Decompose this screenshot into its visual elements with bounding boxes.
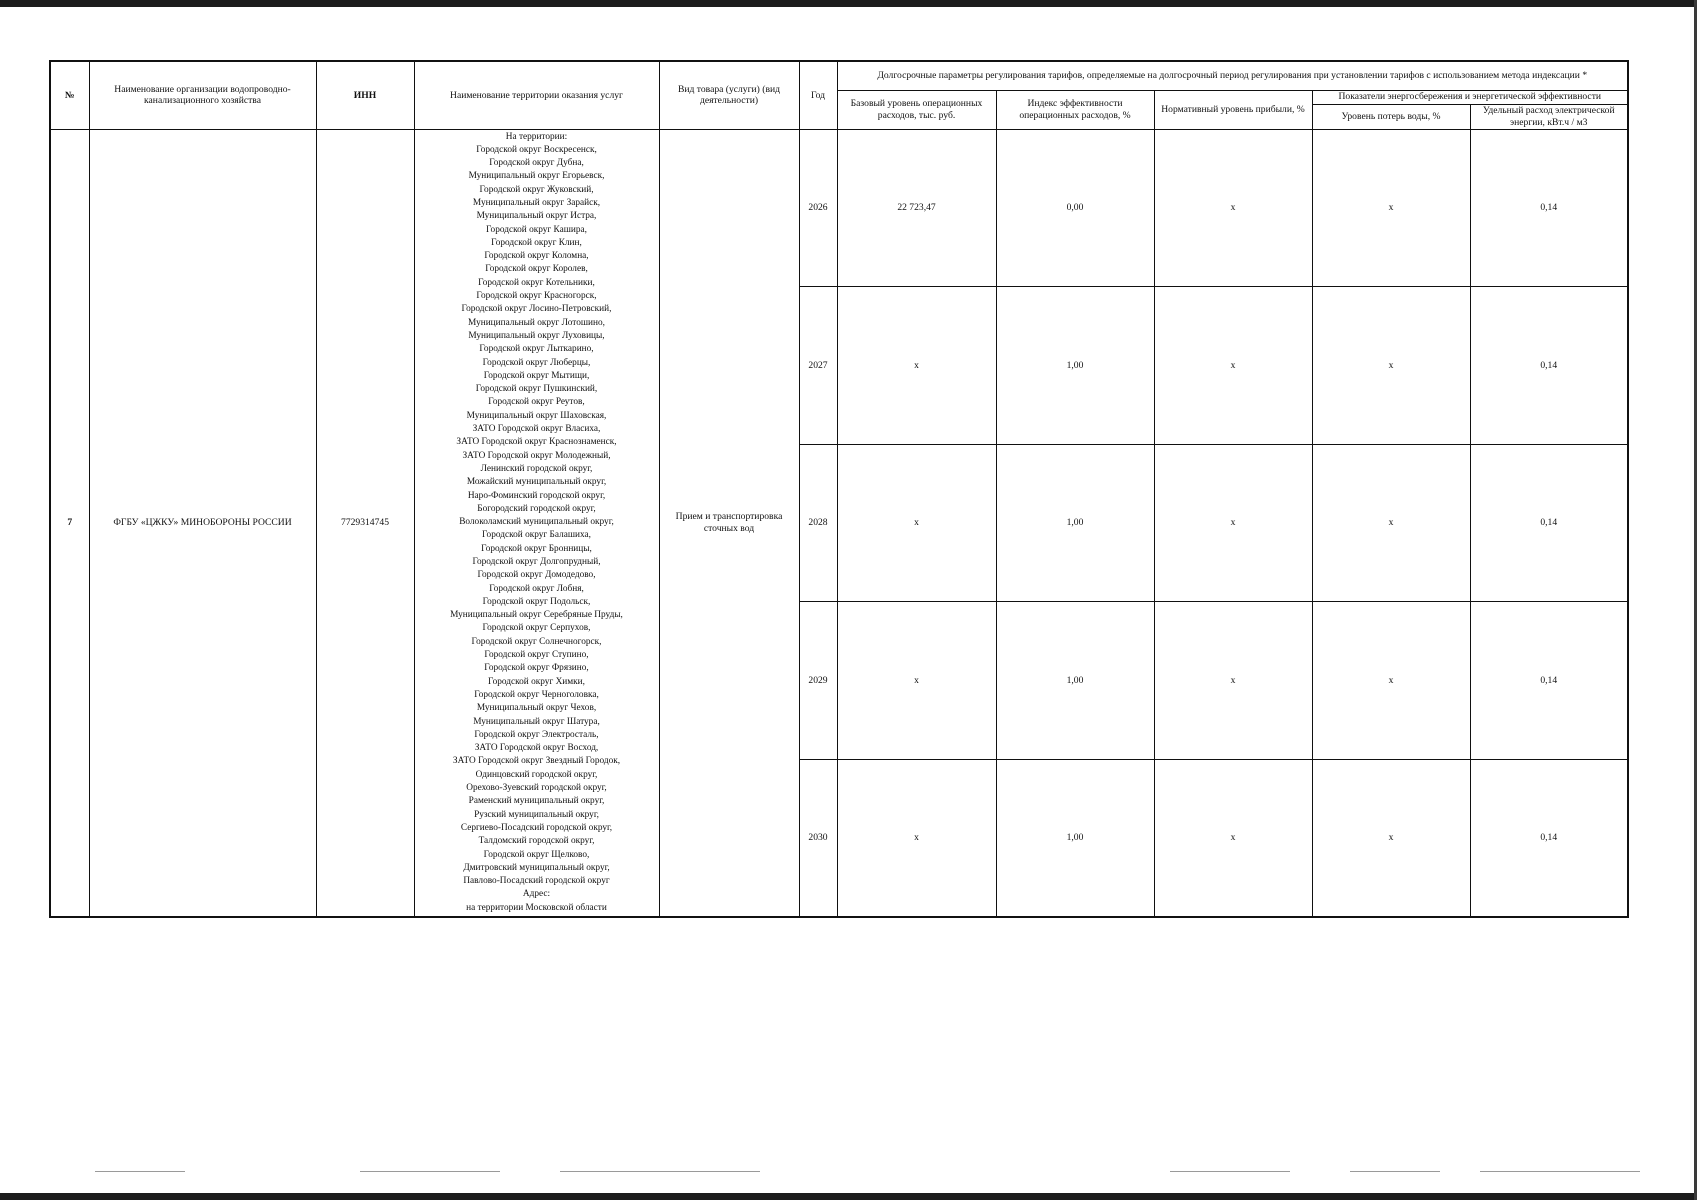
header-num: № [50,61,89,129]
territory-line: Наро-Фоминский городской округ, [467,490,606,501]
water-loss-cell: x [1312,444,1470,602]
territory-line: Муниципальный округ Луховицы, [468,330,605,341]
territory-line: Городской округ Щелково, [483,849,590,860]
territory-line: Городской округ Солнечногорск, [471,636,602,647]
territory-line: Городской округ Домодедово, [477,570,596,581]
territory-line: Городской округ Подольск, [482,596,591,607]
header-long-term-params: Долгосрочные параметры регулирования тарифов, определяемые на долгосрочный период регулирования при установлении тарифов с использованием метода индексации * [837,61,1628,90]
base-opex-cell: x [837,287,996,445]
territory-line: Городской округ Люберцы, [482,357,591,368]
normative-profit-cell: x [1154,129,1312,287]
scan-artifact-line [560,1171,760,1172]
territory-line: ЗАТО Городской округ Краснознаменск, [456,437,617,448]
territory-line: Ленинский городской округ, [480,463,593,474]
specific-energy-cell: 0,14 [1470,602,1628,760]
row-territory [414,129,659,917]
scan-border-bottom [0,1193,1697,1200]
territory-line: на территории Московской области [466,902,607,913]
territory-line: Муниципальный округ Чехов, [476,703,597,714]
territory-line: Муниципальный округ Лотошино, [468,317,605,328]
base-opex-cell: 22 723,47 [837,129,996,287]
table-row [50,129,1628,287]
territory-line: ЗАТО Городской округ Звездный Городок, [452,756,621,767]
territory-line: Муниципальный округ Серебряные Пруды, [450,610,623,621]
specific-energy-cell: 0,14 [1470,287,1628,445]
scan-artifact-line [1170,1171,1290,1172]
water-loss-cell: x [1312,287,1470,445]
territory-line: Муниципальный округ Истра, [476,211,597,222]
territory-line: Муниципальный округ Шаховская, [466,410,607,421]
territory-line: Городской округ Электросталь, [474,729,599,740]
header-water-loss: Уровень потерь воды, % [1312,104,1470,129]
territory-line: На территории: [505,131,568,142]
territory-line: Городской округ Красногорск, [476,291,597,302]
territory-line: ЗАТО Городской округ Восход, [474,743,599,754]
header-efficiency-index: Индекс эффективности операционных расходов, % [996,90,1154,129]
row-org-name: ФГБУ «ЦЖКУ» МИНОБОРОНЫ РОССИИ [89,129,316,917]
territory-line: Городской округ Дубна, [489,158,584,169]
territory-line: Городской округ Ступино, [484,650,589,661]
territory-line: Городской округ Долгопрудный, [472,557,601,567]
territory-line: Раменский муниципальный округ, [468,796,605,807]
normative-profit-cell: x [1154,287,1312,445]
territory-line: Городской округ Котельники, [478,277,595,288]
territory-line: Одинцовский городской округ, [475,769,598,780]
specific-energy-cell: 0,14 [1470,129,1628,287]
territory-line: Городской округ Воскресенск, [476,144,597,155]
territory-line: Городской округ Фрязино, [484,663,589,674]
territory-line: Можайский муниципальный округ, [466,477,607,488]
territory-line: Городской округ Балашиха, [482,530,591,541]
efficiency-index-cell: 0,00 [996,129,1154,287]
territory-line: Муниципальный округ Шатура, [473,716,600,727]
efficiency-index-cell: 1,00 [996,759,1154,917]
header-row-1 [50,61,1628,90]
territory-line: Городской округ Черноголовка, [474,689,599,700]
territory-list [418,130,656,916]
territory-line: Городской округ Лобня, [489,583,584,594]
territory-line: Городской округ Реутов, [488,397,585,408]
efficiency-index-cell: 1,00 [996,287,1154,445]
year-cell: 2028 [799,444,837,602]
year-cell: 2030 [799,759,837,917]
row-service-type: Прием и транспортировка сточных вод [659,129,799,917]
header-org-name: Наименование организации водопроводно-канализационного хозяйства [89,61,316,129]
territory-line: Сергиево-Посадский городской округ, [460,822,613,833]
row-inn: 7729314745 [316,129,414,917]
territory-line: Городской округ Мытищи, [483,370,590,381]
year-cell: 2029 [799,602,837,760]
territory-line: Талдомский городской округ, [478,836,595,847]
territory-line: ЗАТО Городской округ Власиха, [472,424,601,435]
scan-artifact-line [360,1171,500,1172]
territory-line: Городской округ Химки, [488,676,585,687]
year-cell: 2026 [799,129,837,287]
header-base-opex: Базовый уровень операционных расходов, тыс. руб. [837,90,996,129]
territory-line: Городской округ Кашира, [486,224,587,235]
territory-line: Городской округ Лыткарино, [479,344,594,355]
header-service-type: Вид товара (услуги) (вид деятельности) [659,61,799,129]
territory-line: Городской округ Пушкинский, [475,384,598,395]
tariff-table [49,60,1629,918]
territory-line: Городской округ Серпухов, [482,623,591,634]
scan-artifact-line [1480,1171,1640,1172]
territory-line: Городской округ Жуковский, [479,184,594,195]
year-cell: 2027 [799,287,837,445]
water-loss-cell: x [1312,129,1470,287]
header-specific-energy: Удельный расход электрической энергии, кВт.ч / м3 [1470,104,1628,129]
base-opex-cell: x [837,759,996,917]
efficiency-index-cell: 1,00 [996,602,1154,760]
territory-line: Городской округ Лосино-Петровский, [461,304,612,315]
territory-line: Муниципальный округ Зарайск, [472,197,601,208]
header-year: Год [799,61,837,129]
territory-line: Адрес: [522,889,551,900]
territory-line: Богородский городской округ, [477,503,596,514]
normative-profit-cell: x [1154,444,1312,602]
scan-artifact-line [95,1171,185,1172]
row-num: 7 [50,129,89,917]
header-territory: Наименование территории оказания услуг [414,61,659,129]
territory-line: Рузский муниципальный округ, [474,809,599,820]
base-opex-cell: x [837,444,996,602]
normative-profit-cell: x [1154,602,1312,760]
territory-line: Дмитровский муниципальный округ, [463,862,610,873]
base-opex-cell: x [837,602,996,760]
scan-artifact-line [1350,1171,1440,1172]
territory-line: Городской округ Бронницы, [481,543,592,554]
territory-line: ЗАТО Городской округ Молодежный, [462,450,611,461]
territory-line: Павлово-Посадский городской округ [463,876,610,887]
territory-line: Городской округ Королев, [485,264,588,275]
water-loss-cell: x [1312,759,1470,917]
territory-line: Муниципальный округ Егорьевск, [468,171,605,182]
header-energy-indicators: Показатели энергосбережения и энергетической эффективности [1312,90,1628,104]
normative-profit-cell: x [1154,759,1312,917]
header-normative-profit: Нормативный уровень прибыли, % [1154,90,1312,129]
territory-line: Городской округ Клин, [491,237,582,248]
efficiency-index-cell: 1,00 [996,444,1154,602]
territory-line: Волоколамский муниципальный округ, [459,517,614,528]
specific-energy-cell: 0,14 [1470,759,1628,917]
header-inn: ИНН [316,61,414,129]
territory-line: Орехово-Зуевский городской округ, [466,783,607,794]
specific-energy-cell: 0,14 [1470,444,1628,602]
water-loss-cell: x [1312,602,1470,760]
territory-line: Городской округ Коломна, [484,251,589,262]
scan-border-top [0,0,1697,7]
